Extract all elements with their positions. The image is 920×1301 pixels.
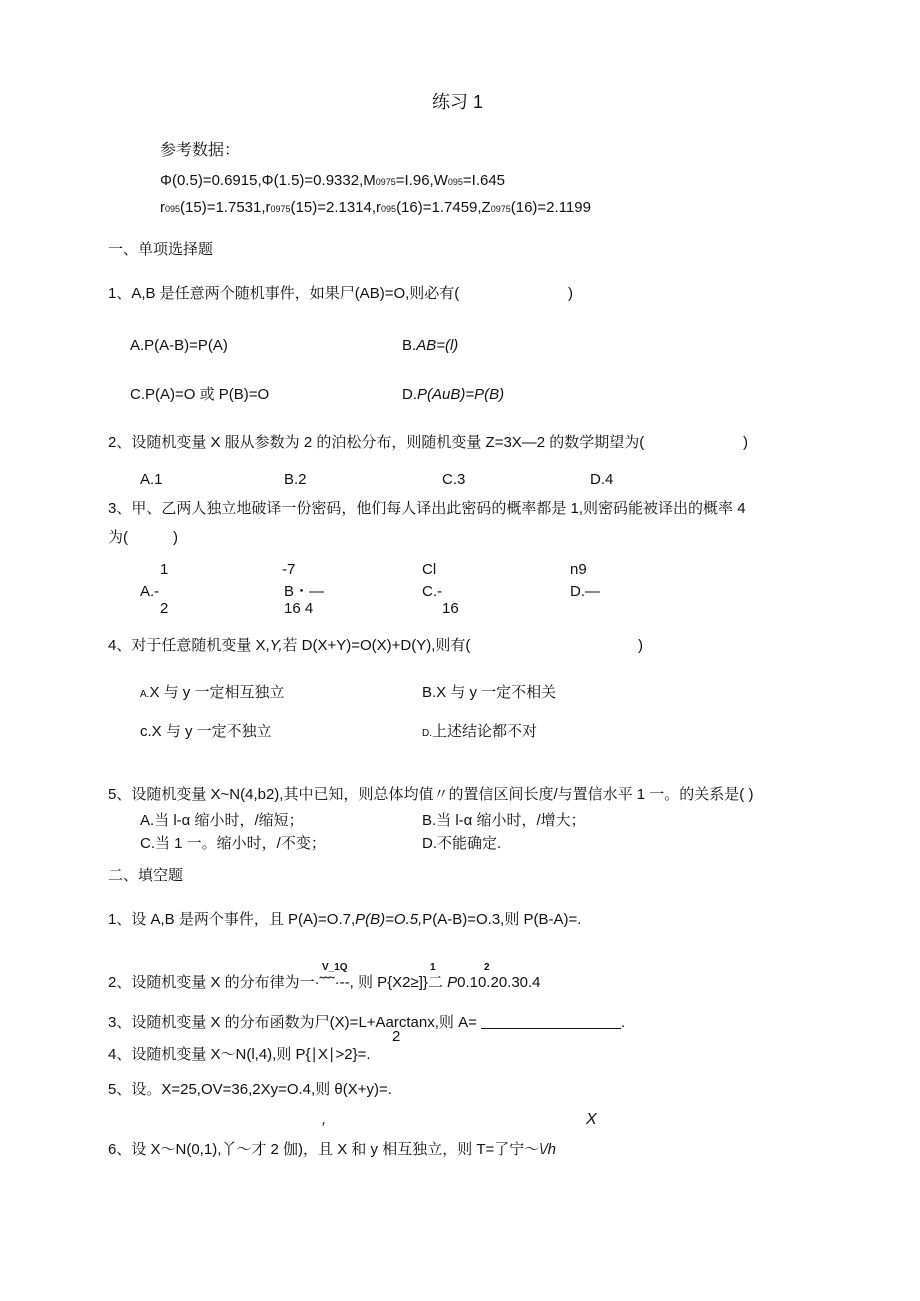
q1-option-a: A.P(A-B)=P(A) <box>130 337 228 354</box>
q1-close: ) <box>568 285 573 302</box>
q4-option-a: A.X 与 y 一定相互独立 <box>140 684 285 701</box>
q2-option-a: A.1 <box>140 471 163 488</box>
q1-option-d: D.P(AuB)=P(B) <box>402 386 505 403</box>
fill-q6: 6、设 X～N(0,1),丫～才 2 伽)，且 X 和 y 相互独立，则 T=了宁～\/h <box>108 1141 556 1158</box>
q1-stem: 1、A,B 是任意两个随机事件，如果尸(AB)=O,则必有( <box>108 285 460 302</box>
q3-stem-2: 为( <box>108 529 128 546</box>
q1-option-b: B.AB=(l) <box>402 337 459 354</box>
q3-stem: 3、甲、乙两人独立地破译一份密码，他们每人译出此密码的概率都是 1,则密码能被译出的概率 4 <box>108 500 746 517</box>
q5-option-a: A.当 l-α 缩小时，/缩短； <box>140 812 304 829</box>
q3-option-d: D.— <box>570 583 600 600</box>
q5-option-c: C.当 1 一。缩小时，/不变； <box>140 835 326 852</box>
fill-q2-above-2: 2 <box>484 962 490 973</box>
q5-option-b: B.当 l-α 缩小时，/增大； <box>422 812 586 829</box>
q4-option-b: B.X 与 y 一定不相关 <box>422 684 557 701</box>
q1-option-c: C.P(A)=O 或 P(B)=O <box>130 386 270 403</box>
fill-q3-blank[interactable] <box>481 1014 621 1029</box>
q4-close: ) <box>638 637 643 654</box>
q3-close: ) <box>173 529 178 546</box>
q2-option-c: C.3 <box>442 471 466 488</box>
q3-option-c: C.- <box>422 583 442 600</box>
reference-line-1: Φ(0.5)=0.6915,Φ(1.5)=0.9332,M0975=I.96,W095=I.645 <box>160 172 506 189</box>
q3-top-c: Cl <box>422 561 437 578</box>
fill-q6-above-comma: , <box>322 1111 327 1128</box>
q4-option-c: c.X 与 y 一定不独立 <box>140 723 272 740</box>
fill-q4: 4、设随机变量 X～N(l,4),则 P{∣X∣>2}=. <box>108 1046 371 1063</box>
reference-heading: 参考数据： <box>160 142 241 159</box>
fill-q4-above: 2 <box>392 1028 401 1045</box>
q3-top-b: -7 <box>282 561 296 578</box>
q2-option-b: B.2 <box>284 471 307 488</box>
q3-option-b: B・— <box>284 583 325 600</box>
q3-bottom-a: 2 <box>160 600 169 617</box>
q2-close: ) <box>743 434 748 451</box>
fill-q6-above-x: X <box>586 1111 597 1128</box>
q5-option-d: D.不能确定. <box>422 835 502 852</box>
q3-bottom-c: 16 <box>442 600 459 617</box>
q2-stem: 2、设随机变量 X 服从参数为 2 的泊松分布，则随机变量 Z=3X—2 的数学期望为( <box>108 434 645 451</box>
fill-q5: 5、设。X=25,OV=36,2Xy=O.4,则 θ(X+y)=. <box>108 1081 392 1098</box>
fill-q1: 1、设 A,B 是两个事件，且 P(A)=O.7,P(B)=O.5,P(A-B)=O.3,则 P(B-A)=. <box>108 911 582 928</box>
fill-q2-above-v: V_1Q <box>322 962 348 973</box>
q5-stem: 5、设随机变量 X~N(4,b2),其中已知，则总体均值〃的置信区间长度/与置信水平 1 一。的关系是( ) <box>108 786 754 803</box>
q4-option-d: D.上述结论都不对 <box>422 723 538 740</box>
q2-option-d: D.4 <box>590 471 614 488</box>
section-1-heading: 一、单项选择题 <box>108 241 214 258</box>
fill-q3: 3、设随机变量 X 的分布函数为尸(X)=L+Aarctanx,则 A= . <box>108 1014 626 1031</box>
q4-stem: 4、对于任意随机变量 X,Y,若 D(X+Y)=O(X)+D(Y),则有( <box>108 637 471 654</box>
reference-line-2: r095(15)=1.7531,r0975(15)=2.1314,r095(16)=1.7459,Z0975(16)=2.1199 <box>160 199 591 216</box>
q3-top-d: n9 <box>570 561 587 578</box>
q3-bottom-b: 16 4 <box>284 600 314 617</box>
section-2-heading: 二、填空题 <box>108 867 184 884</box>
page-title: 练习 1 <box>432 92 484 112</box>
q3-top-a: 1 <box>160 561 169 578</box>
fill-q2-above-1: 1 <box>430 962 436 973</box>
q3-option-a: A.- <box>140 583 160 600</box>
fill-q2: 2、设随机变量 X 的分布律为一·˜˜˜·--, 则 P{X2≥]}二 P0.10.20.30.4 <box>108 974 541 991</box>
